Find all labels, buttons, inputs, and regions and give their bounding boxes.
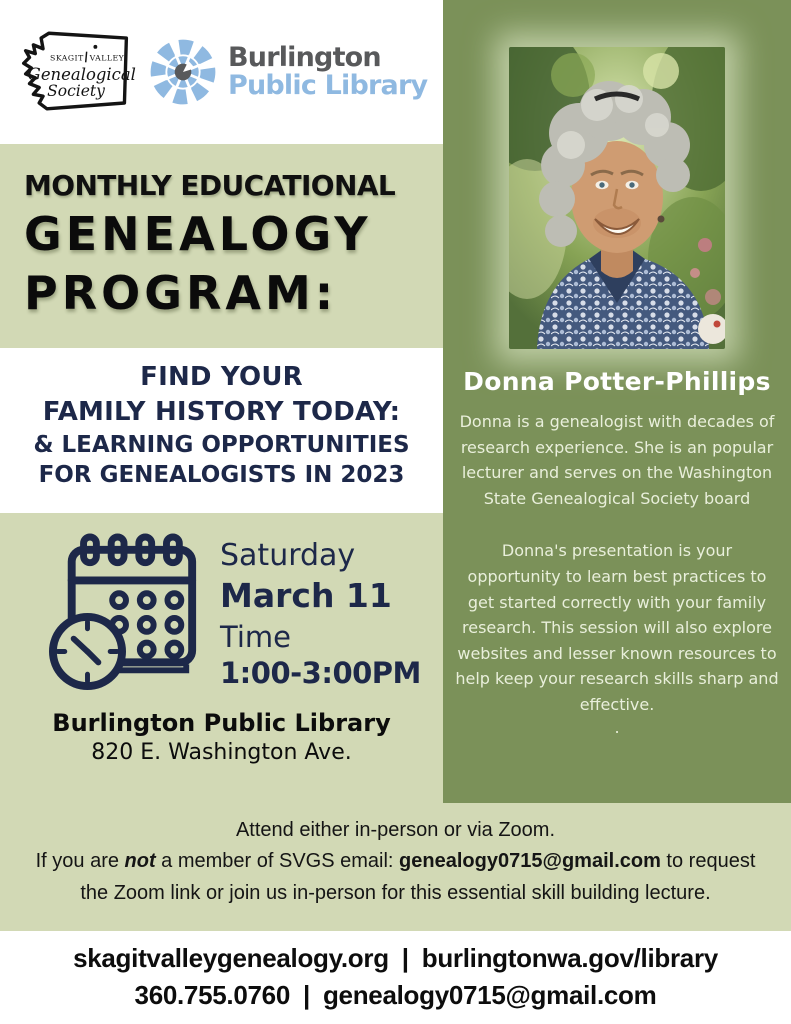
svgs-logo-word-genealogical: Genealogical <box>27 64 136 84</box>
burlington-library-logo <box>146 35 427 109</box>
library-gear-icon <box>146 35 220 109</box>
svgs-logo-word-valley: VALLEY <box>89 53 125 63</box>
location-address: 820 E. Washington Ave. <box>91 740 352 765</box>
schedule-date: March 11 <box>220 576 392 615</box>
speaker-panel <box>443 0 791 803</box>
skagit-valley-genealogical-society-logo-icon <box>14 23 138 121</box>
footer-svgs-website: skagitvalleygenealogy.org <box>73 943 389 973</box>
library-name-line2: Public Library <box>228 70 428 101</box>
attendance-line1: Attend either in-person or via Zoom. <box>235 819 556 841</box>
library-logo-wordmark <box>228 41 428 101</box>
left-column <box>0 0 443 803</box>
program-kicker: MONTHLY EDUCATIONAL <box>24 169 396 202</box>
title-block <box>0 144 443 348</box>
attendance-line2-post: to request <box>660 850 756 873</box>
speaker-bio-period: . <box>614 717 620 737</box>
logo-row <box>0 0 443 144</box>
footer-library-website: burlingtonwa.gov/library <box>421 943 718 973</box>
schedule <box>220 538 421 690</box>
attendance-line2-email: genealogy0715@gmail.com <box>399 850 661 873</box>
program-title-line2: PROGRAM: <box>24 266 338 321</box>
subtitle-line3: & LEARNING OPPORTUNITIES <box>33 431 410 458</box>
schedule-time-value: 1:00-3:00PM <box>220 656 421 690</box>
contact-footer <box>0 931 791 1024</box>
calendar-clock-icon <box>48 531 204 697</box>
attendance-line2 <box>0 846 791 877</box>
svgs-logo-word-skagit: SKAGIT <box>50 53 84 63</box>
speaker-bio-2: Donna's presentation is your opportunity to learn best practices to get started correctly with your family research. This session will also explore websites and lesser known resources to help keep your research skills sharp and effective. <box>455 541 779 714</box>
footer-separator: | <box>401 943 409 973</box>
location <box>0 709 443 765</box>
svgs-logo-word-society: Society <box>47 82 105 101</box>
library-name-line1: Burlington <box>228 41 381 73</box>
footer-phone: 360.755.0760 <box>134 979 290 1010</box>
attendance-line2-mid: a member of SVGS email: <box>155 850 400 873</box>
location-name: Burlington Public Library <box>52 709 391 737</box>
speaker-bio-1: Donna is a genealogist with decades of research experience. She is an popular lecturer and serves on the Washington State Genealogical Society board <box>459 412 775 508</box>
schedule-day: Saturday <box>220 538 356 573</box>
schedule-time-label: Time <box>220 620 291 654</box>
subtitle-line1: FIND YOUR <box>140 362 303 392</box>
attendance-line3: the Zoom link or join us in-person for this essential skill building lecture. <box>80 881 711 904</box>
when-block <box>0 513 443 803</box>
attendance-line2-not: not <box>124 850 156 873</box>
footer-email: genealogy0715@gmail.com <box>322 979 657 1010</box>
program-title-line1: GENEALOGY <box>24 207 372 261</box>
speaker-name: Donna Potter-Phillips <box>463 367 771 396</box>
footer-separator: | <box>302 979 310 1010</box>
speaker-photo <box>509 47 725 349</box>
attendance-line2-pre: If you are <box>35 850 125 873</box>
subtitle-block <box>0 348 443 513</box>
footer-websites <box>0 940 791 977</box>
subtitle-line2: FAMILY HISTORY TODAY: <box>42 396 401 427</box>
footer-contacts <box>0 977 791 1014</box>
subtitle-line4: FOR GENEALOGISTS IN 2023 <box>38 462 405 489</box>
attendance-info-band <box>0 803 791 931</box>
